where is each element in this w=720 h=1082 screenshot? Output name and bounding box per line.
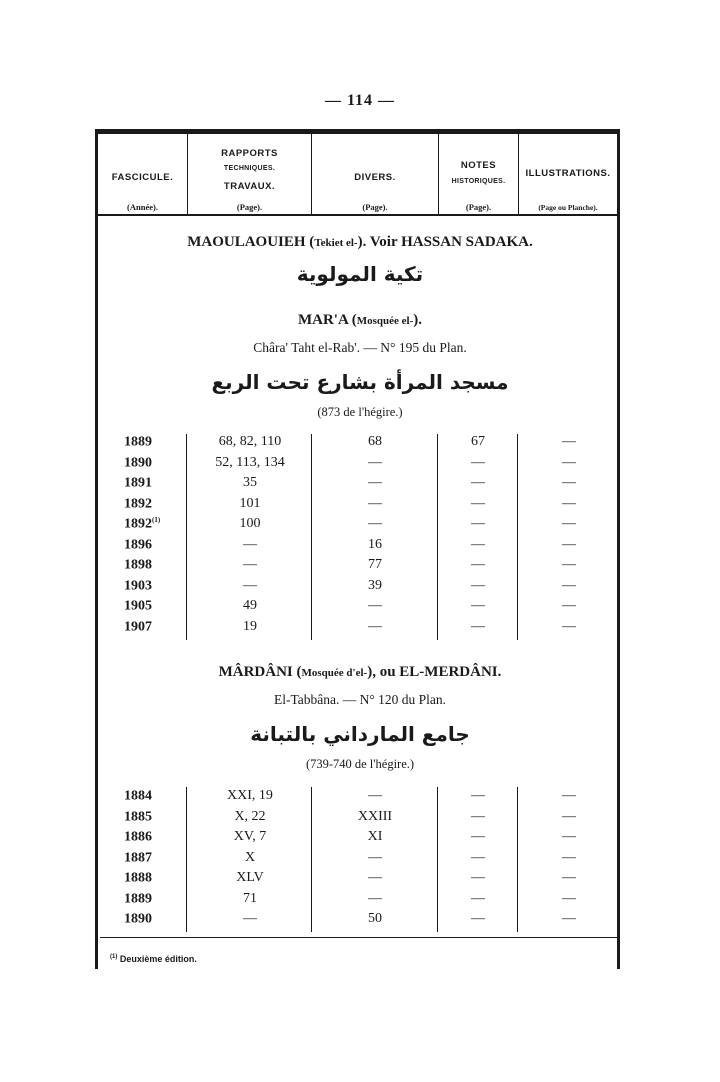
notes-cell: — xyxy=(471,598,485,613)
rapports-cell: — xyxy=(243,557,257,572)
entry-mardani-title: MÂRDÂNI (Mosquée d'el-), ou EL-MERDÂNI. xyxy=(218,664,502,680)
notes-cell: — xyxy=(471,808,485,824)
table-row xyxy=(0,911,720,931)
illustrations-cell: — xyxy=(562,475,576,490)
entry-mara-title: MAR'A (Mosquée el-). xyxy=(297,312,422,328)
divers-cell: — xyxy=(368,454,382,470)
table-row xyxy=(0,537,720,557)
header-rapports-unit: (Page). xyxy=(236,202,263,212)
table-row xyxy=(0,496,720,516)
footnote-marker: (1) xyxy=(110,954,118,960)
divers-cell: 39 xyxy=(368,577,382,593)
year-cell: 1907 xyxy=(124,619,152,635)
year-cell: 1889 xyxy=(124,891,152,907)
rapports-cell: — xyxy=(243,911,257,926)
notes-cell: — xyxy=(471,618,485,634)
footnote-text: Deuxième édition. xyxy=(119,954,197,964)
header-illustrations-label: ILLUSTRATIONS. xyxy=(525,168,611,179)
year-cell: 1903 xyxy=(124,578,152,594)
illustrations-cell: — xyxy=(562,536,576,552)
divers-cell: XI xyxy=(367,829,383,844)
divers-cell: — xyxy=(368,495,382,511)
year-cell: 1889 xyxy=(124,434,152,450)
rapports-cell: X xyxy=(244,849,256,865)
header-divers-label: DIVERS. xyxy=(354,172,396,183)
entry-mardani-street: El-Tabbâna. — N° 120 du Plan. xyxy=(273,692,447,707)
rapports-cell: — xyxy=(243,536,257,552)
illustrations-cell: — xyxy=(562,788,576,803)
table-row xyxy=(0,850,720,870)
page-number: — 114 — xyxy=(324,92,396,109)
illustrations-cell: — xyxy=(562,454,576,470)
year-cell: 1890 xyxy=(124,911,152,927)
header-rapports-sublabel: TECHNIQUES. xyxy=(223,165,276,172)
illustrations-cell: — xyxy=(562,911,576,926)
year-cell: 1890 xyxy=(124,455,152,471)
notes-cell: — xyxy=(471,577,485,593)
rapports-cell: 68, 82, 110 xyxy=(218,434,282,449)
year-cell: 1898 xyxy=(124,557,152,573)
entry-mardani-date: (739-740 de l'hégire.) xyxy=(305,757,415,771)
divers-cell: — xyxy=(368,890,382,906)
divers-cell: 68 xyxy=(368,434,382,449)
table-row xyxy=(0,891,720,911)
divers-cell: — xyxy=(368,475,382,490)
table-row xyxy=(0,829,720,849)
rapports-cell: XV, 7 xyxy=(233,829,267,844)
table-row xyxy=(0,455,720,475)
rapports-cell: XXI, 19 xyxy=(227,788,273,803)
illustrations-cell: — xyxy=(562,808,576,824)
header-notes-label: NOTES xyxy=(460,160,497,171)
column-divider xyxy=(437,434,438,640)
notes-cell: — xyxy=(471,911,485,926)
year-cell: 1887 xyxy=(124,850,152,866)
illustrations-cell: — xyxy=(562,849,576,865)
header-notes-sublabel: HISTORIQUES. xyxy=(451,178,506,185)
year-cell: 1886 xyxy=(124,829,152,845)
header-notes-unit: (Page). xyxy=(465,202,492,212)
header-illustrations xyxy=(518,134,617,214)
table-row xyxy=(0,516,720,536)
illustrations-cell: — xyxy=(562,557,576,572)
header-illustrations-unit: (Page ou Planche). xyxy=(538,203,598,212)
table-row xyxy=(0,809,720,829)
table-row xyxy=(0,578,720,598)
notes-cell: — xyxy=(471,516,485,531)
illustrations-cell: — xyxy=(562,598,576,613)
divers-cell: — xyxy=(368,788,382,803)
divers-cell: — xyxy=(368,870,382,885)
year-cell: 1892$^{(1)}$ xyxy=(124,516,161,532)
table-row xyxy=(0,557,720,577)
year-cell: 1905 xyxy=(124,598,152,614)
column-divider xyxy=(517,787,518,932)
column-divider xyxy=(437,787,438,932)
divers-cell: — xyxy=(368,618,382,634)
header-fascicule-label: FASCICULE. xyxy=(111,172,174,183)
illustrations-cell: — xyxy=(562,516,576,531)
header-divers xyxy=(311,134,438,214)
rapports-cell: 100 xyxy=(239,516,261,531)
table-row xyxy=(0,475,720,495)
notes-cell: — xyxy=(471,890,485,906)
header-fascicule-unit: (Année). xyxy=(127,202,158,212)
notes-cell: 67 xyxy=(471,434,485,449)
divers-cell: 50 xyxy=(368,911,382,926)
illustrations-cell: — xyxy=(562,618,576,634)
column-divider xyxy=(186,787,187,932)
entry-mardani-arabic: جامع المارداني بالتبانة xyxy=(250,722,470,746)
divers-cell: 77 xyxy=(368,557,382,572)
rapports-cell: XLV xyxy=(236,870,264,885)
illustrations-cell: — xyxy=(562,870,576,885)
header-rapports xyxy=(187,134,311,214)
illustrations-cell: — xyxy=(562,829,576,844)
notes-cell: — xyxy=(471,536,485,552)
illustrations-cell: — xyxy=(562,577,576,593)
divers-cell: — xyxy=(368,598,382,613)
divers-cell: — xyxy=(368,516,382,531)
rapports-cell: 35 xyxy=(243,475,257,490)
divers-cell: — xyxy=(368,849,382,865)
illustrations-cell: — xyxy=(562,434,576,449)
table-row xyxy=(0,598,720,618)
rapports-cell: X, 22 xyxy=(234,808,266,824)
entry-mara-arabic: مسجد المرأة بشارع تحت الربع xyxy=(211,370,509,394)
year-cell: 1884 xyxy=(124,788,152,804)
illustrations-cell: — xyxy=(562,890,576,906)
notes-cell: — xyxy=(471,475,485,490)
header-fascicule xyxy=(98,134,187,214)
divers-cell: XXIII xyxy=(357,808,393,824)
table-row xyxy=(0,619,720,639)
notes-cell: — xyxy=(471,495,485,511)
table-row xyxy=(0,870,720,890)
year-cell: 1892 xyxy=(124,496,152,512)
year-cell: 1888 xyxy=(124,870,152,886)
rapports-cell: 101 xyxy=(239,495,261,511)
footnote-rule xyxy=(100,937,620,938)
entry-maoulaouieh-arabic: تكية المولوية xyxy=(296,262,424,286)
header-rapports-label: RAPPORTS xyxy=(221,148,278,159)
column-divider xyxy=(186,434,187,640)
table-header xyxy=(98,134,617,216)
rapports-cell: 52, 113, 134 xyxy=(215,454,285,470)
notes-cell: — xyxy=(471,557,485,572)
rapports-cell: — xyxy=(243,577,257,593)
year-cell: 1891 xyxy=(124,475,152,491)
notes-cell: — xyxy=(471,849,485,865)
illustrations-cell: — xyxy=(562,495,576,511)
column-divider xyxy=(311,787,312,932)
header-travaux-label: TRAVAUX. xyxy=(223,181,276,192)
header-divers-unit: (Page). xyxy=(362,202,388,212)
notes-cell: — xyxy=(471,829,485,844)
entry-maoulaouieh-title: MAOULAOUIEH (Tekiet el-). Voir HASSAN SADAKA. xyxy=(187,234,533,250)
rapports-cell: 19 xyxy=(243,618,257,634)
column-divider xyxy=(517,434,518,640)
table-row xyxy=(0,434,720,454)
rapports-cell: 49 xyxy=(243,598,257,613)
table-row xyxy=(0,788,720,808)
notes-cell: — xyxy=(471,454,485,470)
column-divider xyxy=(311,434,312,640)
divers-cell: 16 xyxy=(368,536,382,552)
notes-cell: — xyxy=(471,870,485,885)
year-cell: 1885 xyxy=(124,809,152,825)
entry-mara-street: Châra' Taht el-Rab'. — N° 195 du Plan. xyxy=(253,340,467,355)
entry-mara-date: (873 de l'hégire.) xyxy=(317,405,403,419)
year-cell: 1896 xyxy=(124,537,152,553)
notes-cell: — xyxy=(471,788,485,803)
rapports-cell: 71 xyxy=(243,890,257,906)
header-notes xyxy=(438,134,518,214)
footnote xyxy=(110,954,197,964)
